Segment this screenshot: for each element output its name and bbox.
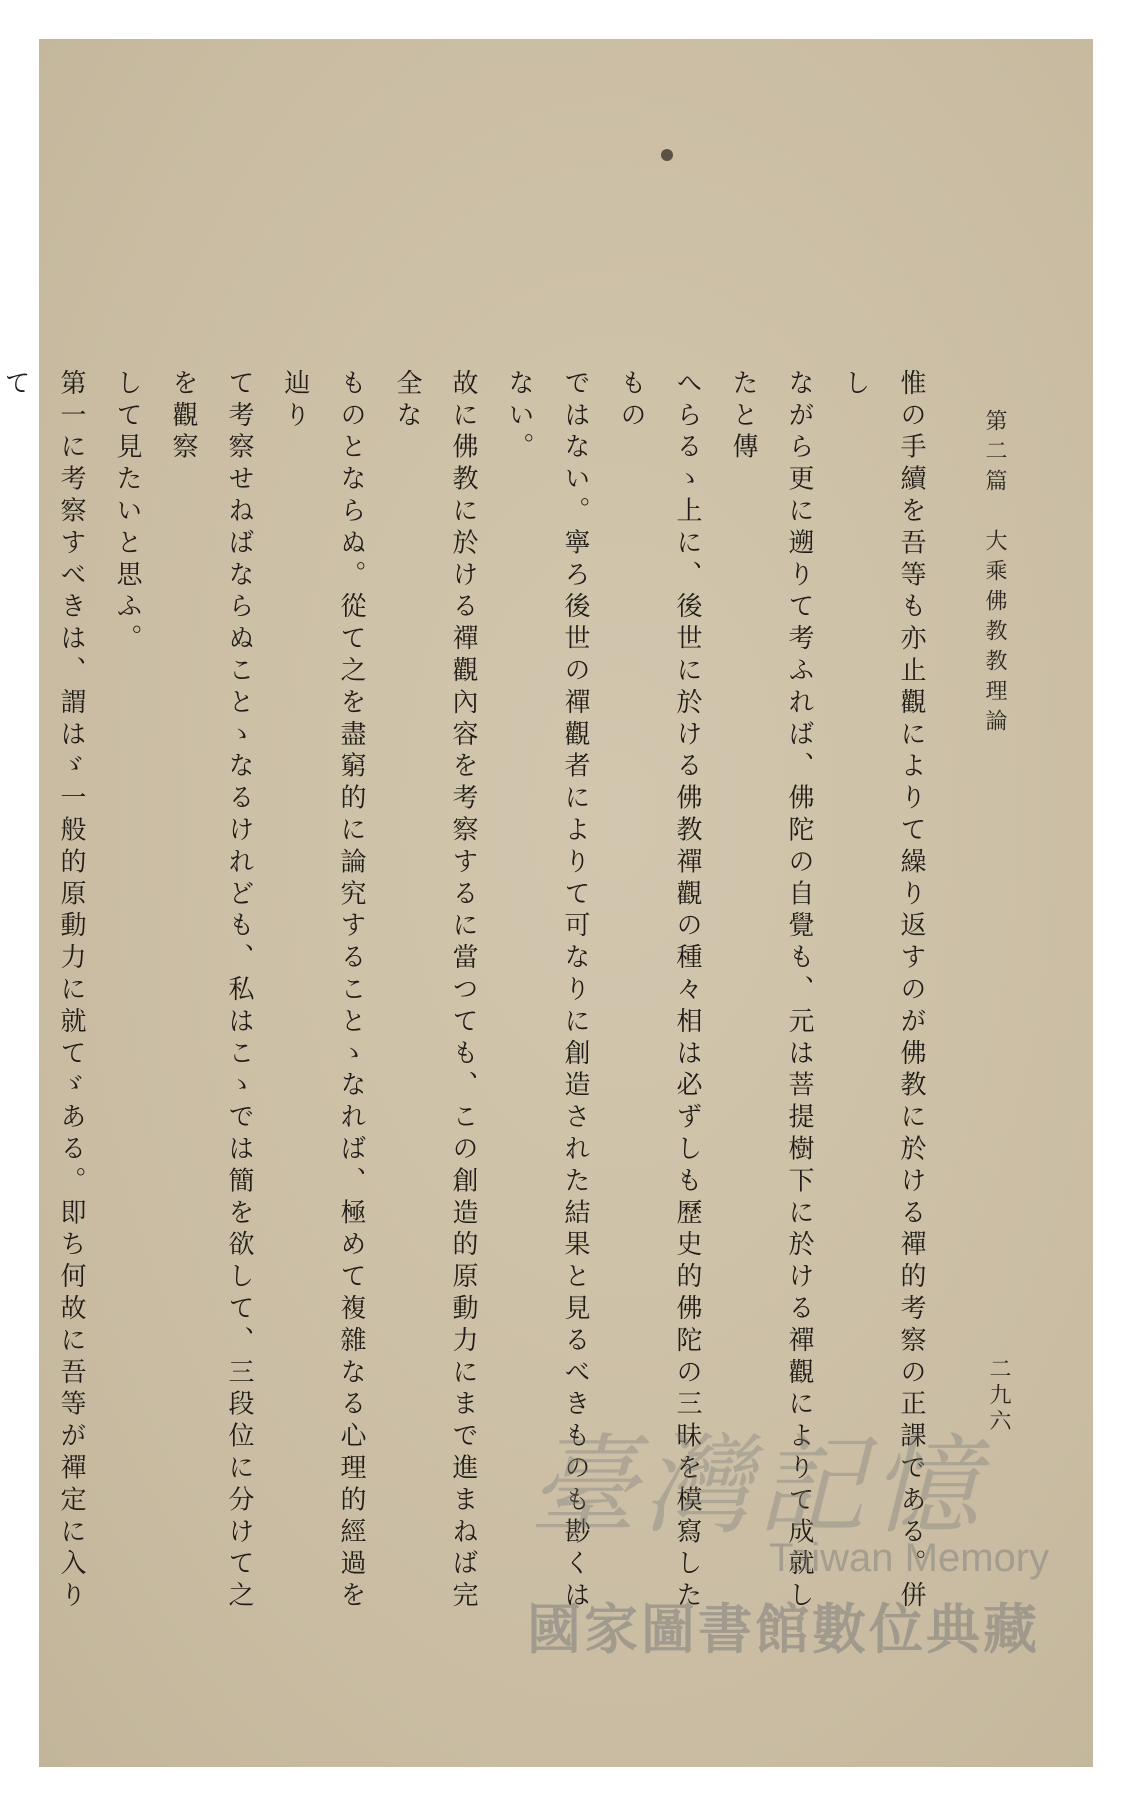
text-line: 第一に考察すべきは、謂はゞ一般的原動力に就てゞある。即ち何故に吾等が禪定に入りて	[0, 369, 86, 1614]
watermark-logo: 臺灣記憶	[529, 1424, 986, 1549]
text-line: ものとならぬ。從て之を盡窮的に論究することゝなれば、極めて複雜なる心理的經過を辿り	[280, 369, 366, 1614]
text-line: 惟の手續を吾等も亦止觀によりて繰り返すのが佛教に於ける禪的考察の正課である。併し	[840, 369, 926, 1614]
watermark-english: Taiwan Memory	[769, 1536, 1050, 1580]
text-line: 故に佛教に於ける禪觀內容を考察するに當つても、この創造的原動力にまで進まねば完全な	[392, 369, 478, 1614]
text-line: ながら更に遡りて考ふれば、佛陀の自覺も、元は菩提樹下に於ける禪觀によりて成就したと傳	[728, 369, 814, 1614]
book-page	[0, 39, 1093, 1767]
running-header: 第二篇 大乘佛教教理論	[982, 409, 1007, 739]
paper-speck	[661, 149, 673, 161]
text-line: て考察せねばならぬことゝなるけれども、私はこゝでは簡を欲して、三段位に分けて之を觀察	[168, 369, 254, 1614]
text-line: へらるゝ上に、後世に於ける佛教禪觀の種々相は必ずしも歷史的佛陀の三昧を模寫したもの	[616, 369, 702, 1614]
watermark-library: 國家圖書館數位典藏	[527, 1598, 1040, 1661]
page-number: 二九六	[986, 1357, 1011, 1435]
text-line: して見たいと思ふ。	[112, 369, 142, 657]
text-line: ではない。寧ろ後世の禪觀者によりて可なりに創造された結果と見るべきものも尠くはない。	[504, 369, 590, 1614]
